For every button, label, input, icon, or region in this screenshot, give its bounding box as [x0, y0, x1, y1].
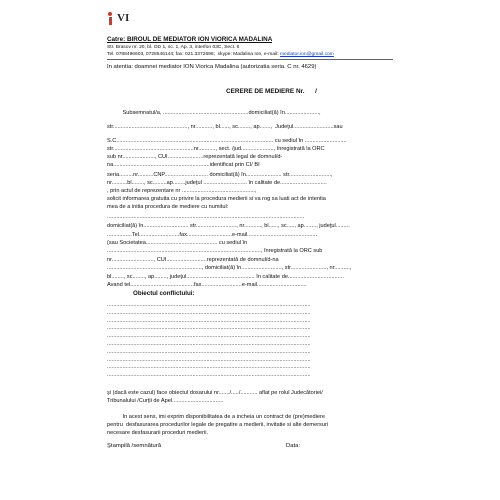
body-line: nr..........................., CUI..........................reprezentată de domnul/d-na [107, 257, 279, 263]
body-line: ................Tel..........................fax.............................e-mail............................................. [107, 232, 318, 238]
document-title: CERERE DE MEDIERE Nr. / [226, 88, 317, 95]
header-rule [107, 59, 393, 60]
body-line: ............................................................................................................................... [107, 214, 305, 220]
closing-line: Tribunalului /Curţii de Apel................................. [107, 398, 224, 404]
stamp-signature-label: Ştampilă /semnătură [107, 443, 162, 449]
logo-text: VI [117, 12, 130, 24]
body-line: str....................................................nr..........., sect. /jud....................., înregistrată la ORC [107, 146, 325, 152]
dotted-line: ................................................................................................................................... [107, 372, 311, 379]
object-heading: Obiectul conflictului: [133, 290, 195, 297]
body-line: (sau Societatea.............................................. cu sediul în [107, 240, 248, 246]
dotted-line: ................................................................................................................................... [107, 333, 311, 340]
dotted-line: ................................................................................................................................... [107, 356, 311, 363]
dotted-line: ................................................................................................................................... [107, 364, 311, 371]
body-line: str................................................, nr..........., bl......, sc........, ap......., Judeţul..........................sau [107, 124, 343, 130]
dotted-line: ................................................................................................................................... [107, 341, 311, 347]
body-line: domiciliat(ă) în............................. str.........................., nr..........., bl......, sc....., ap........, judeţul......... [107, 223, 350, 229]
brand-logo [107, 12, 129, 24]
closing-line: pentru desfasurarea procedurilor legale de pregatire a medierii, invitatie si alte demersuri [107, 422, 329, 428]
date-label: Data: [286, 443, 301, 449]
dotted-line: ................................................................................................................................... [107, 309, 311, 316]
dotted-line: ................................................................................................................................... [107, 317, 311, 324]
body-line: ............................................................., domiciliat(ă) în.........................., str......................., nr.........., [107, 265, 352, 271]
logo-mark-icon [107, 12, 114, 24]
dotted-line: ................................................................................................................................... [107, 348, 311, 355]
address-line-1: Str. Brasov nr. 20, bl. OD 1, sc. 1, Ap. 3, interfon 03C, Sect. 6 [107, 45, 240, 50]
body-line: sub nr....................., CUI.......................reprezentată legal de domnul/d- [107, 154, 283, 160]
body-line: Avand tel.........................................fax..........................e-mail................................ [107, 282, 307, 288]
body-line: nr..........bl........, sc.........ap........judeţul ............................ în calitate de.............................. [107, 180, 327, 186]
body-line: S.C..................................................................................................... cu sediul în ........................... [107, 138, 347, 144]
body-line: solicit informarea gratuita cu privire la procedura medierii si va rog sa luati act de intentia [107, 196, 326, 202]
closing-line: În acest sens, imi exprim disponibilitatea de a incheia un contract de (pre)mediere [107, 414, 325, 420]
body-line: mea de a initia procedura de mediere cu numitul: [107, 204, 229, 210]
dotted-line: ................................................................................................................................... [107, 325, 311, 332]
email-link[interactable]: mediator.ion@gmail.com [279, 52, 334, 57]
body-line: bl........, sc........, ap........, judeţul............................................ în calitate de.................................... [107, 274, 344, 280]
closing-line: şi (dacă este cazul) face obiectul dosarului nr......./...../........... aflat pe rolul Judecătoriei/ [107, 390, 323, 396]
closing-line: necesare desfasurarii proceduri medierii. [107, 430, 209, 436]
body-line: ..................................................................................................., înregistrată la ORC sub [107, 248, 323, 254]
body-line: Subsemnatul/a, .......................................................domiciliat(ă) în......................, [107, 110, 321, 116]
body-line: , prin actul de reprezentare nr ..............................................., [107, 188, 257, 194]
address-line-2: Tel. 0788496603, 0728546144; fax: 021.3372696; skype: Madalina Ion, e-mail: mediator.ion@gmail.com [107, 52, 334, 57]
body-line: seria.........nr..........CNP............................ domiciliat(ă) în....................... str..........................., [107, 172, 333, 178]
body-line: na..............................................................identificat prin CI/ BI [107, 162, 260, 168]
recipient-line: Catre: BIROUL DE MEDIATOR ION VIORICA MADALINA [107, 36, 273, 43]
dotted-line: ................................................................................................................................... [107, 302, 311, 308]
attention-line: În atentia: doamnei mediator ION Viorica Madalina (autorizatia seria. C nr. 4629) [107, 64, 317, 70]
document-page [100, 0, 400, 500]
